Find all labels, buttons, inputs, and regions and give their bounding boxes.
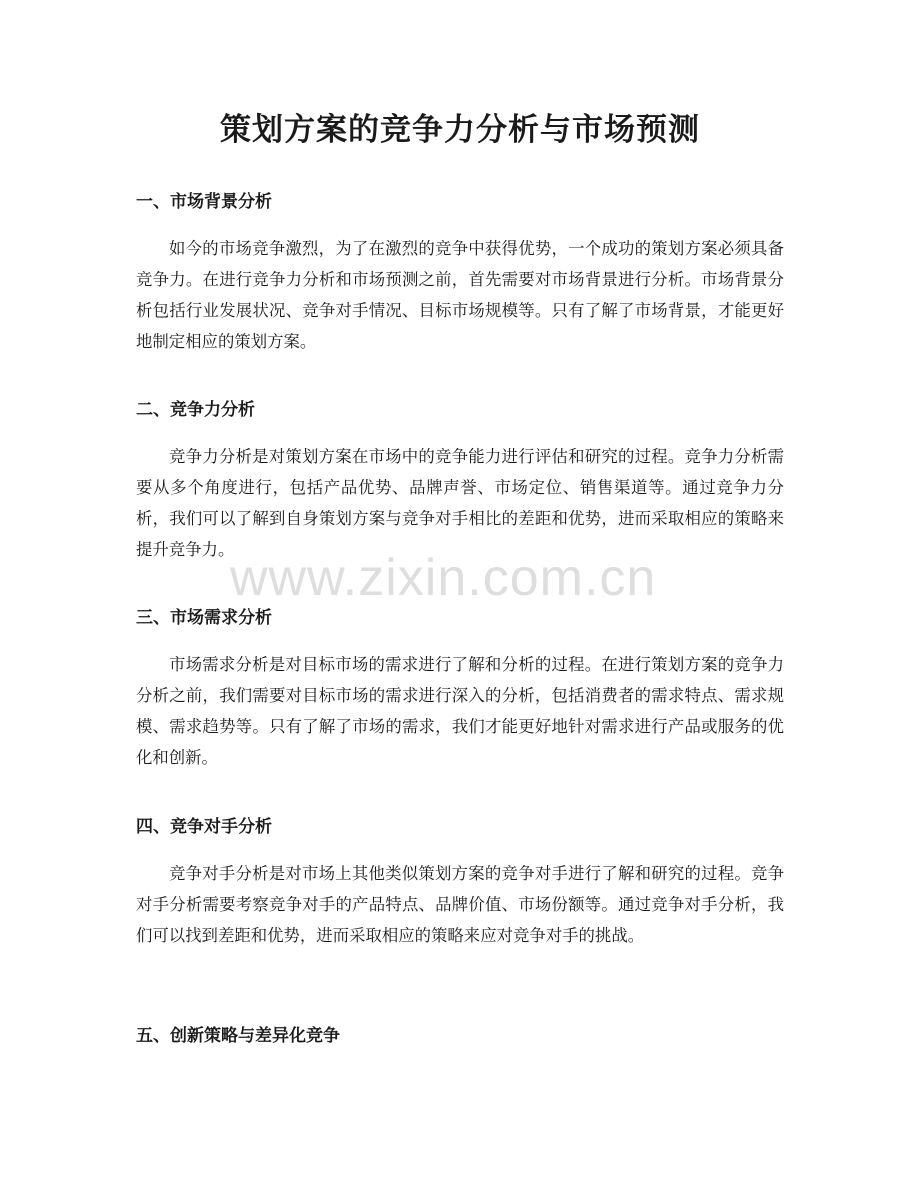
- section-paragraph: 如今的市场竞争激烈，为了在激烈的竞争中获得优势，一个成功的策划方案必须具备竞争力。在进行竞争力分析和市场预测之前，首先需要对市场背景进行分析。市场背景分析包括行业发展状况、竞争对手情况、目标市场规模等。只有了解了市场背景，才能更好地制定相应的策划方案。: [136, 239, 784, 351]
- section-heading: 三、市场需求分析: [136, 608, 272, 628]
- section-heading: 五、创新策略与差异化竞争: [136, 1026, 340, 1046]
- section-competitor: [136, 815, 784, 951]
- section-paragraph: 竞争力分析是对策划方案在市场中的竞争能力进行评估和研究的过程。竞争力分析需要从多个角度进行，包括产品优势、品牌声誉、市场定位、销售渠道等。通过竞争力分析，我们可以了解到自身策划方案与竞争对手相比的差距和优势，进而采取相应的策略来提升竞争力。: [136, 447, 784, 559]
- section-paragraph: 竞争对手分析是对市场上其他类似策划方案的竞争对手进行了解和研究的过程。竞争对手分析需要考察竞争对手的产品特点、品牌价值、市场份额等。通过竞争对手分析，我们可以找到差距和优势，进而采取相应的策略来应对竞争对手的挑战。: [136, 864, 784, 945]
- section-innovation: [136, 1024, 784, 1048]
- page-title: 策划方案的竞争力分析与市场预测: [220, 112, 700, 148]
- section-paragraph: 市场需求分析是对目标市场的需求进行了解和分析的过程。在进行策划方案的竞争力分析之前，我们需要对目标市场的需求进行深入的分析，包括消费者的需求特点、需求规模、需求趋势等。只有了解了市场的需求，我们才能更好地针对需求进行产品或服务的优化和创新。: [136, 655, 784, 767]
- section-market-background: [136, 190, 784, 357]
- section-competitiveness: [136, 398, 784, 565]
- section-market-demand: [136, 606, 784, 773]
- section-heading: 二、竞争力分析: [136, 400, 255, 420]
- watermark: www.zixin.com.cn: [230, 549, 657, 607]
- section-heading: 一、市场背景分析: [136, 192, 272, 212]
- section-heading: 四、竞争对手分析: [136, 817, 272, 837]
